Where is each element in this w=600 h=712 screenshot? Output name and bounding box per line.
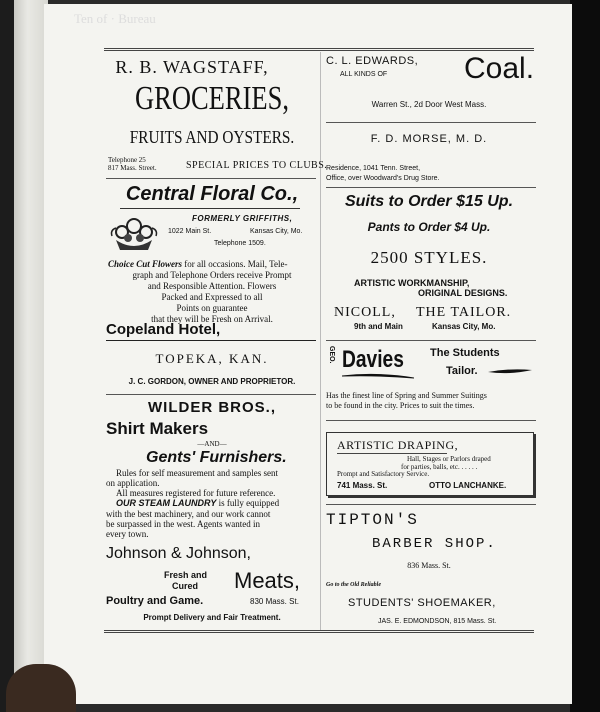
copeland-rule: [106, 340, 316, 341]
special-prices: SPECIAL PRICES TO CLUBS.: [186, 160, 328, 171]
floral-formerly: FORMERLY GRIFFITHS,: [192, 214, 293, 223]
wilder-shirt: Shirt Makers: [106, 419, 209, 438]
background-right: [570, 0, 600, 712]
floral-line-6: that they will be Fresh on Arrival.: [151, 314, 273, 324]
wilder-line-6: be surpassed in the west. Agents wanted in: [106, 519, 260, 529]
draping-title-underline: [337, 453, 447, 454]
wilder-line-2: on application.: [106, 478, 160, 488]
davies-geo: GEO.: [328, 346, 335, 364]
rule-5: [326, 340, 536, 341]
fruits-oysters: FRUITS AND OYSTERS.: [129, 127, 295, 147]
ad-page: [44, 4, 572, 704]
davies-line-2: to be found in the city. Prices to suit the times.: [326, 401, 475, 410]
davies-name: Davies: [342, 346, 404, 373]
johnson-prompt: Prompt Delivery and Fair Treatment.: [143, 613, 281, 622]
floral-line-4: Packed and Expressed to all: [161, 292, 263, 302]
floral-name: Central Floral Co.,: [125, 183, 299, 205]
shoemaker-title: STUDENTS' SHOEMAKER,: [348, 597, 496, 609]
draping-ad: [326, 432, 534, 496]
davies-flourish-icon: [488, 368, 532, 376]
copeland-owner: J. C. GORDON, OWNER AND PROPRIETOR.: [128, 377, 296, 386]
draping-line-3: Prompt and Satisfactory Service.: [337, 470, 430, 478]
wilder-line-7: every town.: [106, 529, 149, 539]
morse-name: F. D. MORSE, M. D.: [370, 133, 488, 145]
shoemaker-go: Go to the Old Reliable: [326, 582, 381, 588]
shoemaker-name: JAS. E. EDMONDSON, 815 Mass. St.: [378, 618, 497, 625]
faint-header: Ten of · Bureau: [74, 11, 156, 26]
draping-address: 741 Mass. St.: [337, 481, 388, 490]
groceries-title: GROCERIES,: [134, 80, 289, 117]
column-divider: [320, 52, 321, 630]
copeland-name: Copeland Hotel,: [106, 321, 221, 338]
nicoll-address: 9th and Main: [354, 322, 403, 331]
johnson-meats: Meats,: [234, 568, 301, 593]
floral-underline: [120, 208, 300, 209]
wilder-line-5: with the best machinery, and our work cannot: [106, 509, 271, 519]
flower-basket-icon: [108, 216, 160, 252]
floral-telephone: Telephone 1509.: [214, 240, 266, 247]
nicoll-tailor: THE TAILOR.: [416, 305, 512, 320]
floral-city: Kansas City, Mo.: [250, 228, 303, 235]
rule-2: [106, 394, 316, 395]
bottom-rule: [104, 630, 534, 633]
floral-address: 1022 Main St.: [168, 228, 212, 235]
davies-swash-icon: [342, 372, 414, 380]
wilder-name: WILDER BROS.,: [148, 399, 276, 416]
johnson-address: 830 Mass. St.: [250, 597, 299, 606]
wagstaff-name: R. B. WAGSTAFF,: [115, 57, 269, 77]
morse-residence: Residence, 1041 Tenn. Street,: [326, 165, 421, 172]
davies-students: The Students: [430, 347, 500, 359]
johnson-cured: Cured: [172, 581, 199, 591]
johnson-fresh: Fresh and: [164, 570, 208, 580]
edwards-coal: Coal.: [464, 52, 535, 85]
nicoll-name: NICOLL,: [334, 305, 396, 320]
davies-tailor: Tailor.: [446, 365, 478, 377]
davies-line-1: Has the finest line of Spring and Summer Suitings: [326, 391, 487, 400]
rule-4: [326, 187, 536, 188]
floral-line-5: Points on guarantee: [176, 303, 248, 313]
rule-3: [326, 122, 536, 123]
rule-7: [326, 504, 536, 505]
original-designs: ORIGINAL DESIGNS.: [418, 288, 508, 298]
artistic-workmanship: ARTISTIC WORKMANSHIP,: [354, 278, 470, 288]
edwards-name: C. L. EDWARDS,: [326, 55, 419, 67]
draping-line-1: Hall, Stages or Parlors draped: [407, 455, 491, 463]
draping-title: ARTISTIC DRAPING,: [337, 438, 459, 452]
suits-headline: Suits to Order $15 Up.: [344, 193, 514, 210]
tipton-name: TIPTON'S: [326, 511, 419, 529]
wilder-and: —AND—: [197, 440, 227, 448]
copeland-city: TOPEKA, KAN.: [155, 351, 269, 366]
edwards-kinds: ALL KINDS OF: [340, 71, 388, 78]
nicoll-city: Kansas City, Mo.: [432, 322, 496, 331]
draping-line-2: for parties, balls, etc. . . . . .: [401, 463, 478, 471]
edwards-address: Warren St., 2d Door West Mass.: [371, 100, 487, 109]
rule-6: [326, 420, 536, 421]
wilder-gents: Gents' Furnishers.: [146, 449, 287, 466]
wagstaff-telephone: Telephone 25: [108, 156, 146, 164]
wilder-line-3: All measures registered for future reference.: [116, 488, 276, 498]
johnson-poultry: Poultry and Game.: [106, 595, 204, 607]
pants-line: Pants to Order $4 Up.: [367, 220, 491, 234]
floral-line-2: graph and Telephone Orders receive Prompt: [132, 270, 292, 280]
floral-line-1: Choice Cut Flowers for all occasions. Mail, Tele-: [108, 259, 288, 269]
rule-1: [106, 178, 316, 179]
wagstaff-address: 817 Mass. Street.: [108, 164, 157, 172]
thumb-shape: [6, 664, 76, 712]
johnson-name: Johnson & Johnson,: [106, 545, 251, 562]
tipton-shop: BARBER SHOP.: [372, 536, 497, 552]
wilder-line-4: OUR STEAM LAUNDRY is fully equipped: [116, 498, 280, 508]
morse-office: Office, over Woodward's Drug Store.: [326, 175, 440, 182]
tipton-address: 836 Mass. St.: [407, 561, 451, 570]
wilder-line-1: Rules for self measurement and samples sent: [116, 468, 278, 478]
page-edge-stack: [14, 0, 48, 690]
draping-name: OTTO LANCHANKE.: [429, 481, 507, 490]
styles-line: 2500 STYLES.: [370, 248, 488, 267]
floral-line-3: and Responsible Attention. Flowers: [147, 281, 277, 291]
top-rule: [104, 48, 534, 51]
